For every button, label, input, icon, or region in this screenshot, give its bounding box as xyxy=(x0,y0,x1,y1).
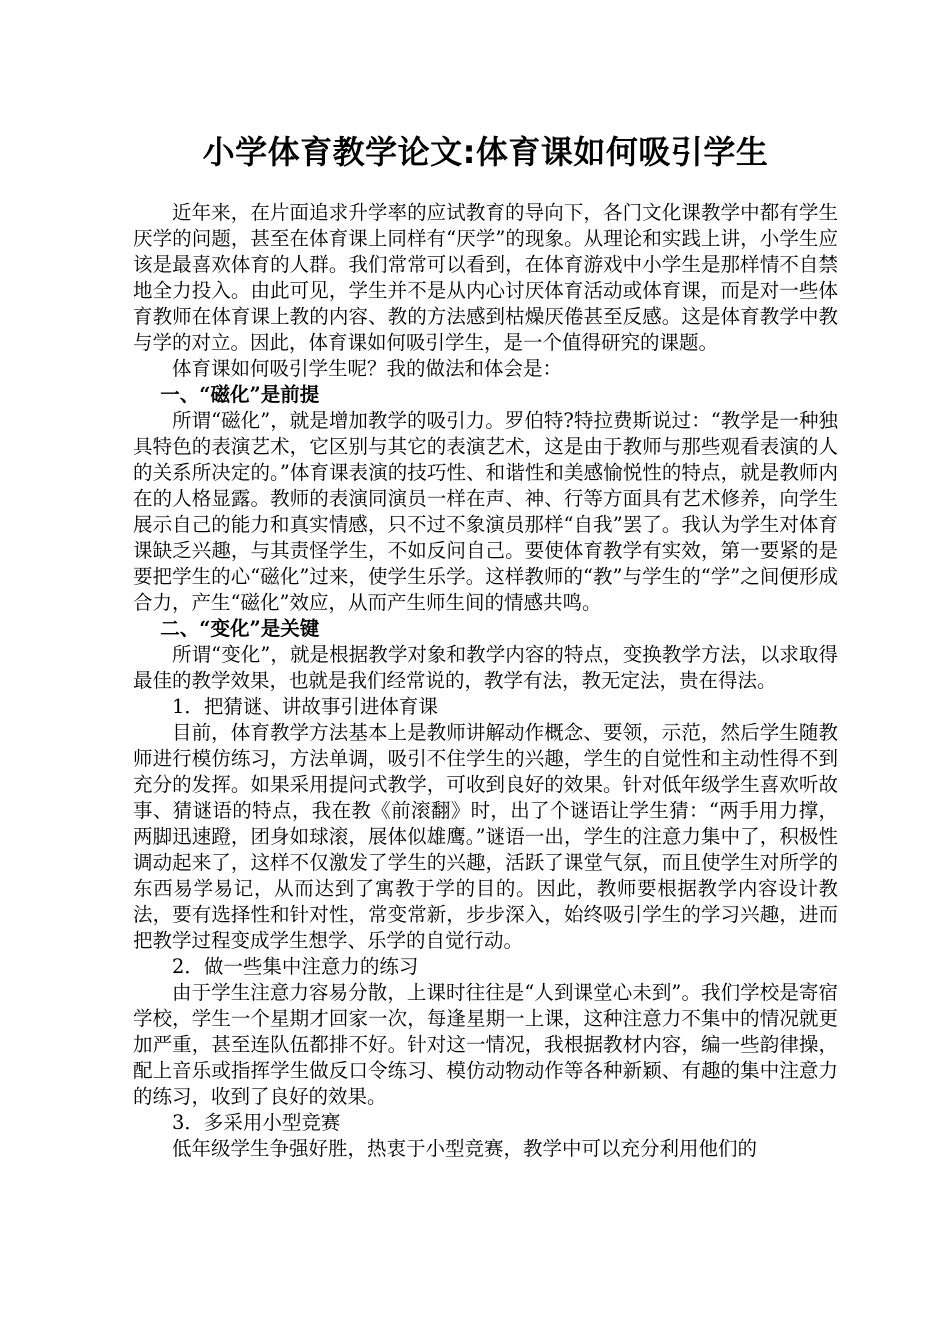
subsection-2-paragraph: 由于学生注意力容易分散，上课时往往是“人到课堂心未到”。我们学校是寄宿学校，学生一个星期才回家一次，每逢星期一上课，这种注意力不集中的情况就更加严重，甚至连队伍都排不好。针对这一情况，我根据教材内容，编一些韵律操，配上音乐或指挥学生做反口令练习、模仿动物动作等各种新颖、有趣的集中注意力的练习，收到了良好的效果。 xyxy=(133,981,838,1108)
subsection-heading-3: 3．多采用小型竞赛 xyxy=(172,1111,341,1134)
subsection-3-paragraph: 低年级学生争强好胜，热衷于小型竞赛，教学中可以充分利用他们的 xyxy=(172,1137,758,1160)
section-heading-2: 二、“变化”是关键 xyxy=(160,617,320,640)
section-2-paragraph: 所谓“变化”，就是根据教学对象和教学内容的特点，变换教学方法，以求取得最佳的教学效果，也就是我们经常说的，教学有法，教无定法，贵在得法。 xyxy=(133,643,838,692)
question-paragraph: 体育课如何吸引学生呢？我的做法和体会是： xyxy=(172,357,563,380)
document-title: 小学体育教学论文:体育课如何吸引学生 xyxy=(202,133,769,171)
section-1-paragraph: 所谓“磁化”，就是增加教学的吸引力。罗伯特?特拉费斯说过：“教学是一种独具特色的表演艺术，它区别与其它的表演艺术，这是由于教师与那些观看表演的人的关系所决定的。”体育课表演的技巧性、和谐性和美感愉悦性的特点，就是教师内在的人格显露。教师的表演同演员一样在声、神、行等方面具有艺术修养，向学生展示自己的能力和真实情感，只不过不象演员那样“自我”罢了。我认为学生对体育课缺乏兴趣，与其责怪学生，不如反问自己。要使体育教学有实效，第一要紧的是要把学生的心“磁化”过来，使学生乐学。这样教师的“教”与学生的“学”之间便形成合力，产生“磁化”效应，从而产生师生间的情感共鸣。 xyxy=(133,409,838,614)
subsection-heading-2: 2．做一些集中注意力的练习 xyxy=(172,955,419,978)
document-page xyxy=(133,122,838,1162)
subsection-1-paragraph: 目前，体育教学方法基本上是教师讲解动作概念、要领，示范，然后学生随教师进行模仿练习，方法单调，吸引不住学生的兴趣，学生的自觉性和主动性得不到充分的发挥。如果采用提问式教学，可收到良好的效果。针对低年级学生喜欢听故事、猜谜语的特点，我在教《前滚翻》时，出了个谜语让学生猜：“两手用力撑，两脚迅速蹬，团身如球滚，展体似雄鹰。”谜语一出，学生的注意力集中了，积极性调动起来了，这样不仅激发了学生的兴趣，活跃了课堂气氛，而且使学生对所学的东西易学易记，从而达到了寓教于学的目的。因此，教师要根据教学内容设计教法，要有选择性和针对性，常变常新，步步深入，始终吸引学生的学习兴趣，进而把教学过程变成学生想学、乐学的自觉行动。 xyxy=(133,721,838,952)
subsection-heading-1: 1．把猜谜、讲故事引进体育课 xyxy=(172,695,438,718)
intro-paragraph: 近年来，在片面追求升学率的应试教育的导向下，各门文化课教学中都有学生厌学的问题，甚至在体育课上同样有“厌学”的现象。从理论和实践上讲，小学生应该是最喜欢体育的人群。我们常常可以看到，在体育游戏中小学生是那样情不自禁地全力投入。由此可见，学生并不是从内心讨厌体育活动或体育课，而是对一些体育教师在体育课上教的内容、教的方法感到枯燥厌倦甚至反感。这是体育教学中教与学的对立。因此，体育课如何吸引学生，是一个值得研究的课题。 xyxy=(133,201,838,354)
section-heading-1: 一、“磁化”是前提 xyxy=(160,383,320,406)
